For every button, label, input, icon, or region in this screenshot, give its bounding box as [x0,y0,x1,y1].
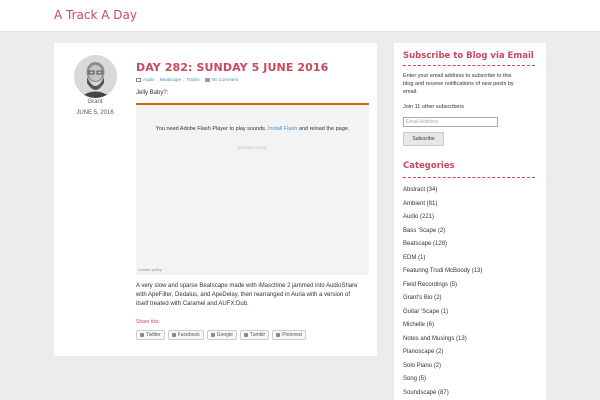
post-body-line: A very slow and sparse Beatscape made with iMaschine 2 jammed into AudioShare [136,283,358,289]
post-card [54,43,377,356]
category-item-field-recordings[interactable]: Field Recordings (5) [403,281,458,288]
post-intro: Jelly Baby?: [136,90,169,96]
comment-icon [205,78,210,82]
category-item-edm[interactable]: EDM (1) [403,254,426,261]
category-link-audio[interactable]: Audio [143,77,155,82]
category-item-guitar-scape[interactable]: Guitar 'Scape (1) [403,308,449,315]
share-twitter-button[interactable] [136,330,165,340]
post-body-line: itself treated with Caramel and AUFX:Dub. [136,301,249,307]
divider [403,65,535,66]
subscribe-description-line: blog and receive notifications of new posts by [403,81,514,87]
post-date: JUNE 5, 2016 [76,110,114,116]
site-header [0,0,600,32]
google-icon [211,333,215,337]
author-name[interactable]: Grant [87,99,103,105]
share-pinterest-label: Pinterest [282,332,302,338]
twitter-icon [140,333,144,337]
share-google-label: Google [216,332,233,338]
post-title[interactable]: DAY 282: SUNDAY 5 JUNE 2016 [136,61,329,74]
category-item-abstract[interactable]: Abstract (34) [403,187,438,193]
category-item-ambient[interactable]: Ambient (81) [403,200,438,207]
flash-message-tail: and reload the page. [298,126,350,132]
flash-message [146,126,359,133]
comments-link[interactable]: No Comment [211,77,239,82]
share-facebook-label: Facebook [177,332,200,338]
categories-widget-title: Categories [403,161,455,171]
author-avatar[interactable] [74,55,117,98]
facebook-icon [172,333,176,337]
category-link-beatscape[interactable]: Beatscape [159,77,182,82]
subscribe-widget-title: Subscribe to Blog via Email [403,51,534,61]
pinterest-icon [276,333,280,337]
install-flash-link[interactable]: Install Flash [267,126,298,132]
subscribe-description-line: email. [403,89,418,95]
flash-message-text: You need Adobe Flash Player to play sounds. [155,126,267,132]
category-item-audio[interactable]: Audio (221) [403,214,435,220]
subscribe-button[interactable]: Subscribe [403,132,444,146]
tumblr-icon [244,333,248,337]
category-item-solo-piano[interactable]: Solo Piano (2) [403,362,442,369]
soundcloud-player[interactable] [136,103,369,275]
share-google-button[interactable] [207,330,237,340]
category-item-notes-and-musings[interactable]: Notes and Musings (13) [403,335,467,342]
category-item-soundscape[interactable]: Soundscape (87) [403,389,449,396]
category-item-grants-bio[interactable]: Grant's Bio (2) [403,295,442,301]
category-item-bass-scape[interactable]: Bass 'Scape (2) [403,227,446,234]
divider [403,177,535,178]
share-tumblr-label: Tumblr [249,332,266,338]
share-facebook-button[interactable] [168,330,204,340]
category-item-featuring-trudi-mcboody[interactable]: Featuring Trudi McBoody (13) [403,268,483,274]
share-pinterest-button[interactable] [272,330,306,340]
site-title[interactable]: A Track A Day [54,8,137,22]
share-tumblr-button[interactable] [240,330,269,340]
cookie-policy-link[interactable]: Cookie policy [138,267,162,272]
email-input[interactable] [403,117,498,127]
post-body-line: with ApeFilter, Dedalus, and ApeDelay, then rearranged in Auria with a version of [136,292,351,298]
post-meta: Audio , Beatscape , Tracks No Comment [136,77,238,82]
category-item-beatscape[interactable]: Beatscape (128) [403,241,448,247]
soundcloud-logo[interactable]: SOUNDCLOUD [237,146,268,150]
category-list [403,185,538,400]
category-item-michelle[interactable]: Michelle (6) [403,322,435,328]
subscribe-description-line: Enter your email address to subscribe to this [403,73,512,79]
folder-icon [136,78,141,82]
share-label: Share this: [136,319,160,325]
subscriber-count: Join 11 other subscribers [403,104,465,110]
share-twitter-label: Twitter [146,332,161,338]
category-link-tracks[interactable]: Tracks [186,77,200,82]
sidebar [394,43,546,400]
category-item-song[interactable]: Song (5) [403,376,427,382]
avatar-photo [74,55,117,98]
share-buttons [136,330,306,340]
category-item-pianoscape[interactable]: Pianoscape (2) [403,349,444,355]
